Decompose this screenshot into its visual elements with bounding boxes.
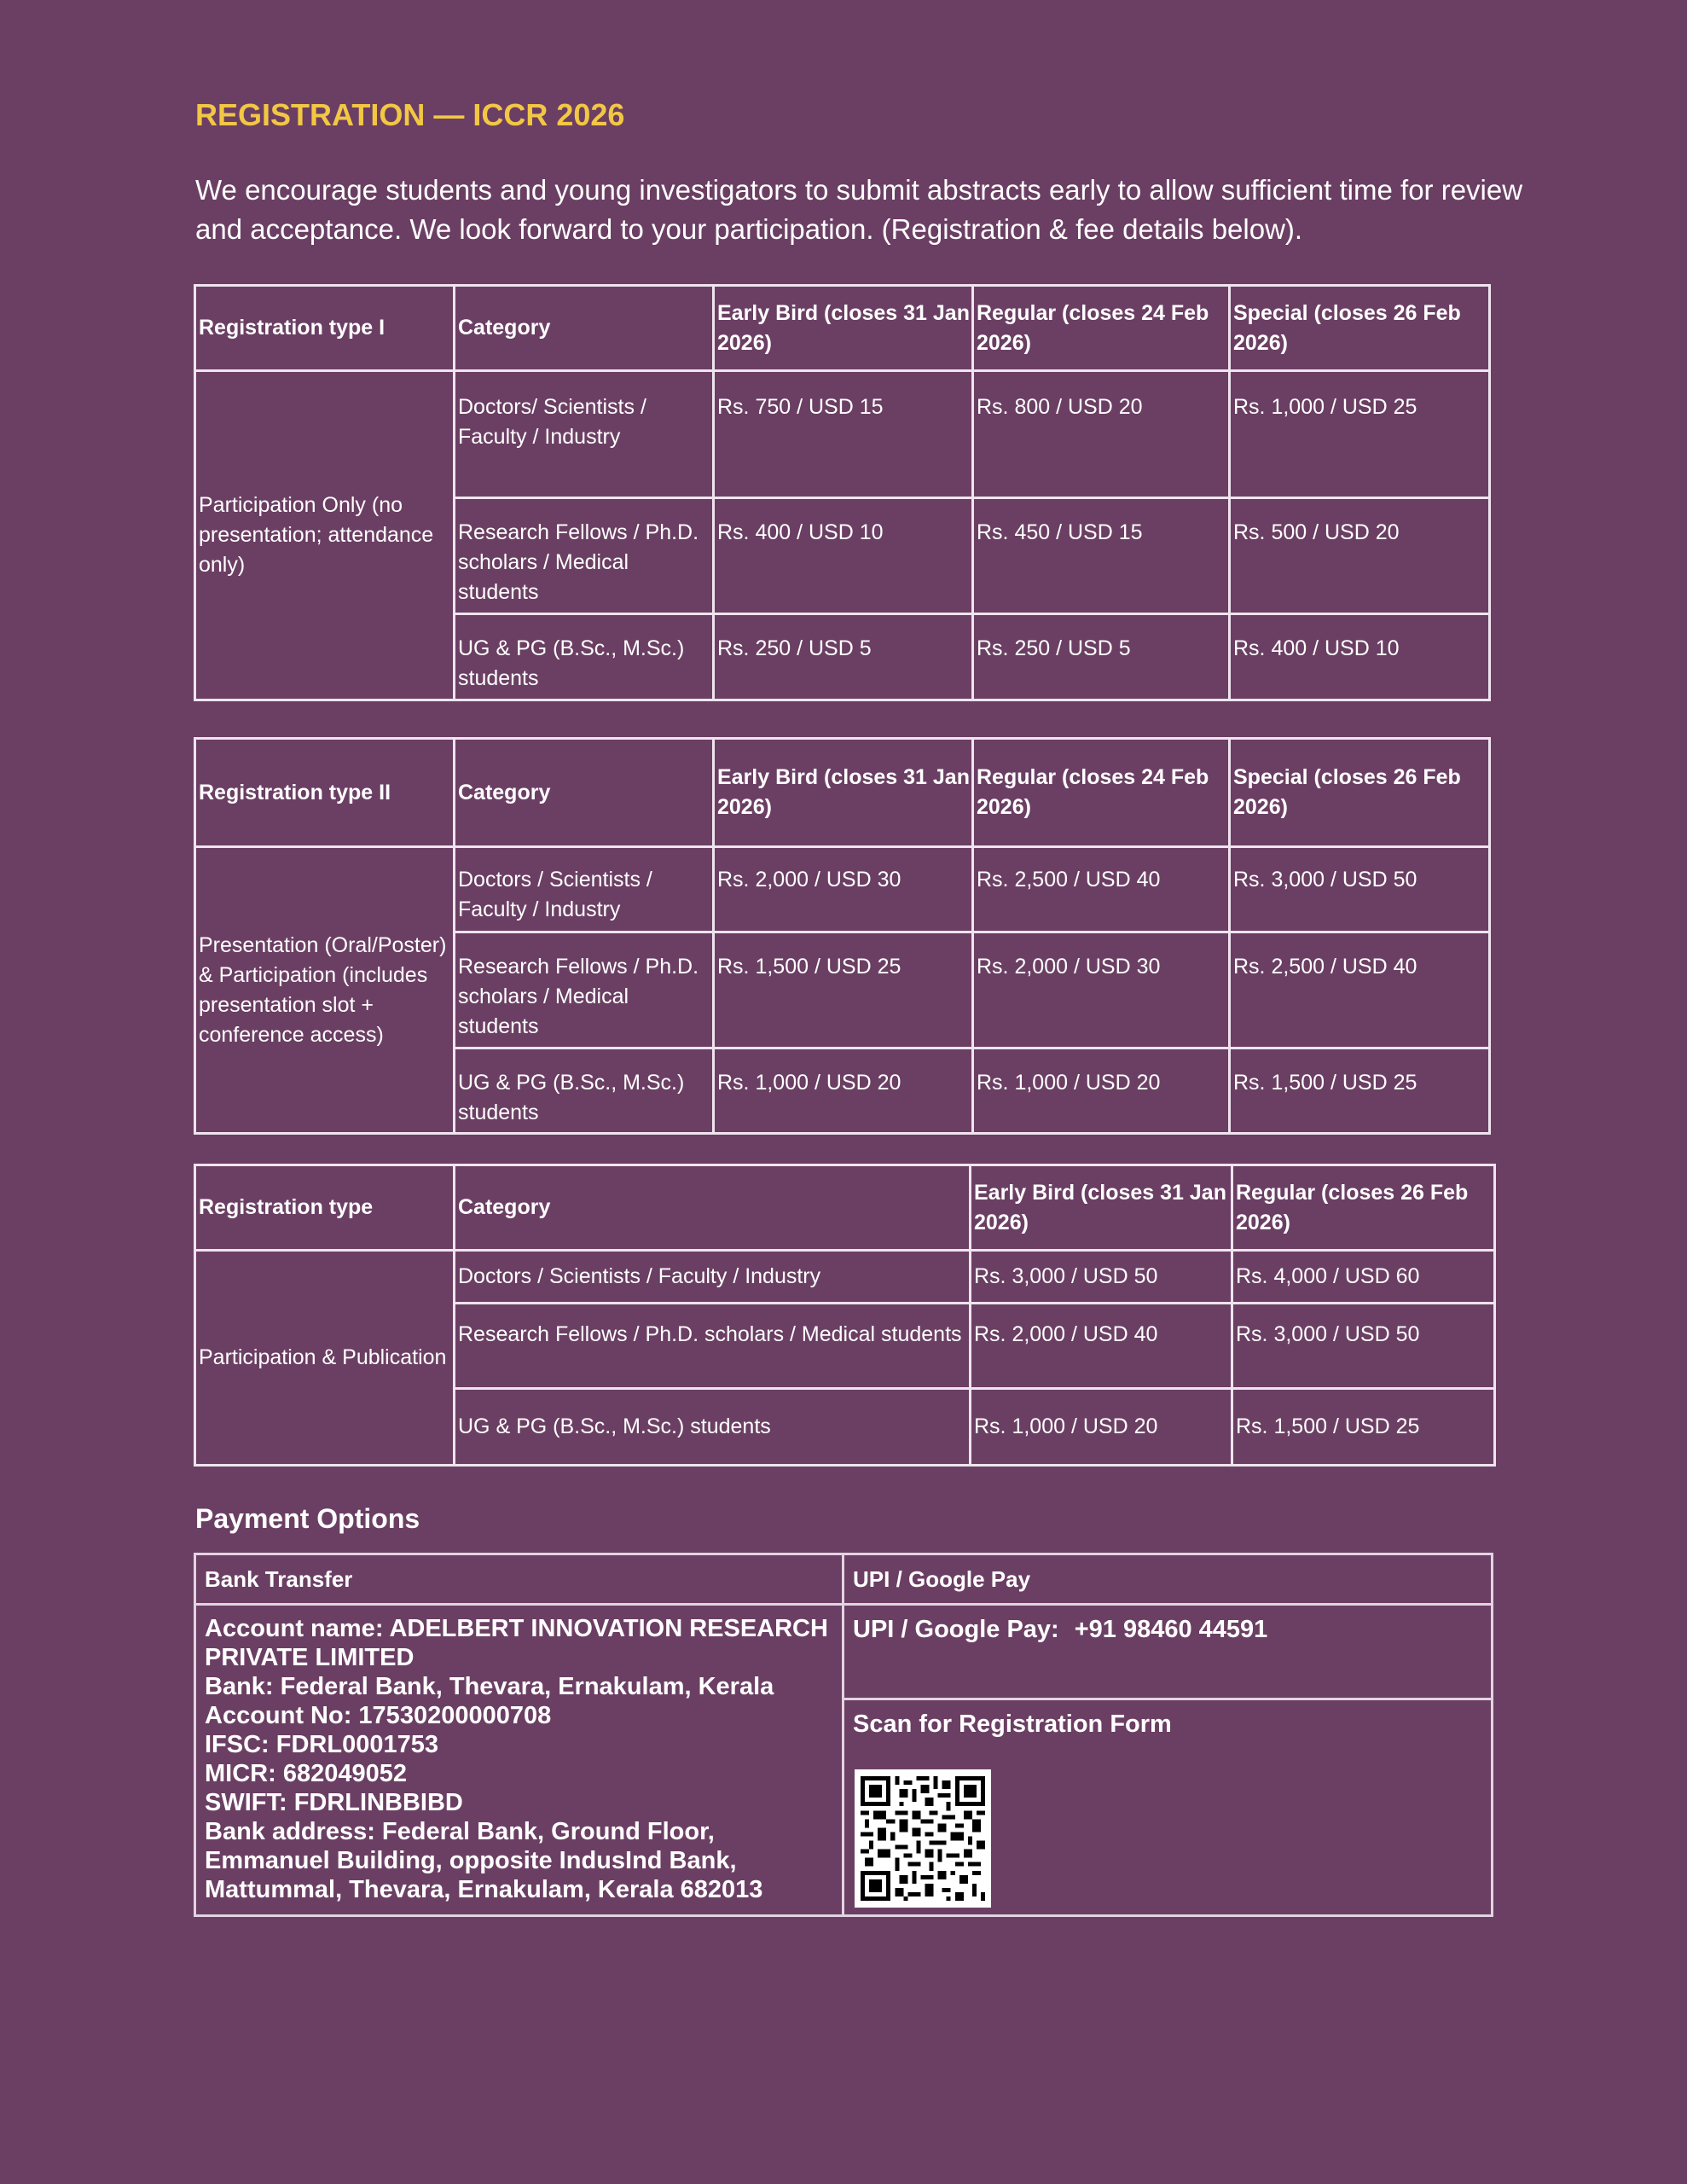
payment-options-table [194, 1553, 1493, 1917]
swift-line: SWIFT: FDRLINBBIBD [205, 1789, 463, 1816]
payment-options-heading: Payment Options [195, 1503, 420, 1534]
category-cell: Research Fellows / Ph.D. scholars / Medical students [455, 1304, 971, 1389]
header-early-bird: Early Bird (closes 31 Jan 2026) [971, 1165, 1232, 1251]
micr-line: MICR: 682049052 [205, 1760, 407, 1787]
upi-number: +91 98460 44591 [1074, 1616, 1268, 1643]
special-fee: Rs. 500 / USD 20 [1230, 498, 1490, 614]
regular-fee: Rs. 1,000 / USD 20 [973, 1048, 1230, 1134]
regular-fee: Rs. 800 / USD 20 [973, 371, 1230, 498]
header-registration-type: Registration type I [195, 286, 455, 371]
regular-fee: Rs. 3,000 / USD 50 [1232, 1304, 1495, 1389]
special-fee: Rs. 2,500 / USD 40 [1230, 932, 1490, 1048]
scan-section [844, 1699, 1493, 1916]
upi-details [844, 1605, 1493, 1699]
account-number-line: Account No: 17530200000708 [205, 1702, 552, 1729]
regular-fee: Rs. 4,000 / USD 60 [1232, 1251, 1495, 1304]
category-cell: Research Fellows / Ph.D. scholars / Medical students [455, 932, 714, 1048]
category-cell: Doctors/ Scientists / Faculty / Industry [455, 371, 714, 498]
special-fee: Rs. 3,000 / USD 50 [1230, 847, 1490, 932]
scan-label: Scan for Registration Form [853, 1711, 1172, 1738]
header-early-bird: Early Bird (closes 31 Jan 2026) [714, 286, 973, 371]
header-special: Special (closes 26 Feb 2026) [1230, 739, 1490, 847]
early-bird-fee: Rs. 3,000 / USD 50 [971, 1251, 1232, 1304]
regular-fee: Rs. 2,500 / USD 40 [973, 847, 1230, 932]
table-header-row [195, 739, 1490, 847]
bank-address-line: Emmanuel Building, opposite IndusInd Bank, [205, 1847, 737, 1874]
upi-header: UPI / Google Pay [844, 1554, 1493, 1605]
special-fee: Rs. 1,000 / USD 25 [1230, 371, 1490, 498]
early-bird-fee: Rs. 1,000 / USD 20 [714, 1048, 973, 1134]
qr-code-icon[interactable] [855, 1769, 991, 1908]
ifsc-line: IFSC: FDRL0001753 [205, 1731, 438, 1758]
early-bird-fee: Rs. 1,000 / USD 20 [971, 1389, 1232, 1466]
header-registration-type: Registration type II [195, 739, 455, 847]
regular-fee: Rs. 1,500 / USD 25 [1232, 1389, 1495, 1466]
early-bird-fee: Rs. 750 / USD 15 [714, 371, 973, 498]
account-name-line: Account name: ADELBERT INNOVATION RESEARCH [205, 1615, 828, 1642]
early-bird-fee: Rs. 1,500 / USD 25 [714, 932, 973, 1048]
header-regular: Regular (closes 24 Feb 2026) [973, 739, 1230, 847]
early-bird-fee: Rs. 400 / USD 10 [714, 498, 973, 614]
bank-details [195, 1605, 844, 1916]
bank-transfer-header: Bank Transfer [195, 1554, 844, 1605]
header-category: Category [455, 739, 714, 847]
bank-address-line: Mattummal, Thevara, Ernakulam, Kerala 682013 [205, 1876, 763, 1903]
header-regular: Regular (closes 24 Feb 2026) [973, 286, 1230, 371]
table-row [195, 1251, 1495, 1304]
bank-line: Bank: Federal Bank, Thevara, Ernakulam, Kerala [205, 1673, 774, 1700]
bank-address-line: Bank address: Federal Bank, Ground Floor, [205, 1818, 715, 1845]
category-cell: UG & PG (B.Sc., M.Sc.) students [455, 1048, 714, 1134]
header-early-bird: Early Bird (closes 31 Jan 2026) [714, 739, 973, 847]
regular-fee: Rs. 2,000 / USD 30 [973, 932, 1230, 1048]
table-row [195, 847, 1490, 932]
intro-paragraph: We encourage students and young investigators to submit abstracts early to allow sufficient time for review and acceptance. We look forward to your participation. (Registration & fee details below). [195, 174, 1523, 245]
registration-type-label: Participation Only (no presentation; attendance only) [195, 371, 455, 700]
header-category: Category [455, 286, 714, 371]
registration-type-2-table [194, 737, 1491, 1135]
category-cell: Research Fellows / Ph.D. scholars / Medical students [455, 498, 714, 614]
registration-type-1-table [194, 284, 1491, 701]
registration-type-label: Presentation (Oral/Poster) & Participation (includes presentation slot + conference access) [195, 847, 455, 1134]
table-row [195, 371, 1490, 498]
header-regular: Regular (closes 26 Feb 2026) [1232, 1165, 1495, 1251]
table-header-row [195, 286, 1490, 371]
account-name-line-cont: PRIVATE LIMITED [205, 1644, 415, 1671]
header-category: Category [455, 1165, 971, 1251]
category-cell: Doctors / Scientists / Faculty / Industry [455, 847, 714, 932]
participation-publication-table [194, 1164, 1496, 1467]
registration-type-label: Participation & Publication [195, 1251, 455, 1466]
regular-fee: Rs. 450 / USD 15 [973, 498, 1230, 614]
category-cell: UG & PG (B.Sc., M.Sc.) students [455, 1389, 971, 1466]
early-bird-fee: Rs. 2,000 / USD 40 [971, 1304, 1232, 1389]
regular-fee: Rs. 250 / USD 5 [973, 614, 1230, 700]
category-cell: UG & PG (B.Sc., M.Sc.) students [455, 614, 714, 700]
header-special: Special (closes 26 Feb 2026) [1230, 286, 1490, 371]
special-fee: Rs. 400 / USD 10 [1230, 614, 1490, 700]
page-title: REGISTRATION — ICCR 2026 [195, 97, 625, 132]
early-bird-fee: Rs. 250 / USD 5 [714, 614, 973, 700]
header-registration-type: Registration type [195, 1165, 455, 1251]
category-cell: Doctors / Scientists / Faculty / Industry [455, 1251, 971, 1304]
table-header-row [195, 1165, 1495, 1251]
early-bird-fee: Rs. 2,000 / USD 30 [714, 847, 973, 932]
special-fee: Rs. 1,500 / USD 25 [1230, 1048, 1490, 1134]
upi-label: UPI / Google Pay: [853, 1616, 1059, 1643]
